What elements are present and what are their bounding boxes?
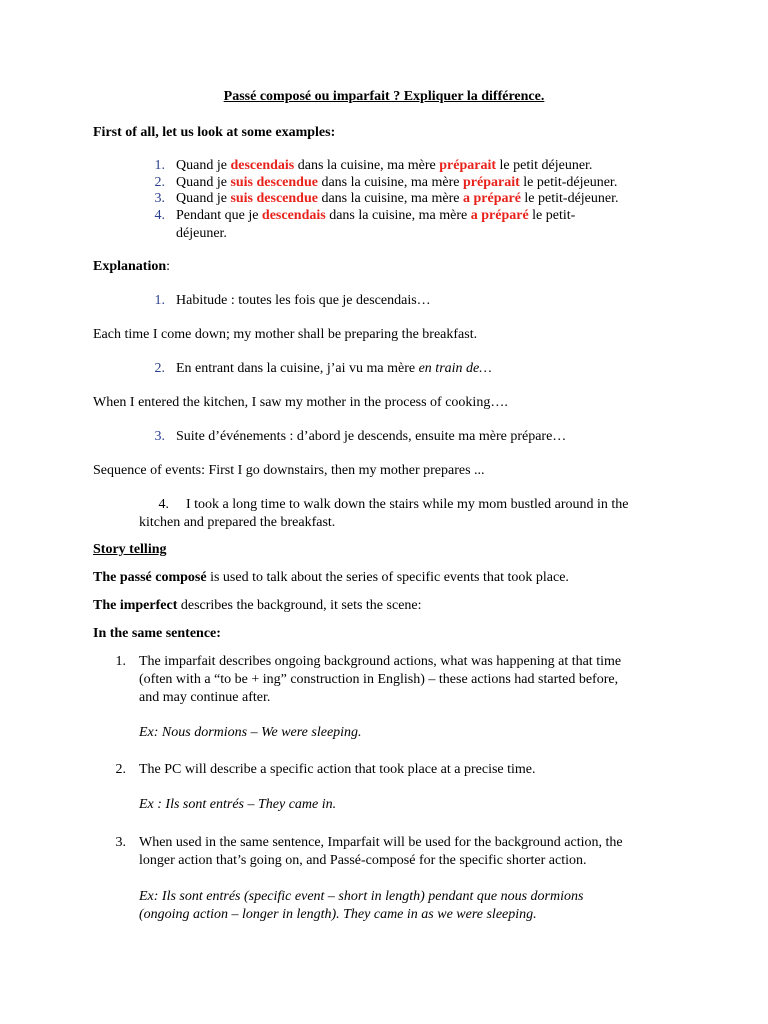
verb-highlight: a préparé — [470, 208, 529, 223]
explanation-english: Sequence of events: First I go downstairs, then my mother prepares ... — [93, 463, 485, 478]
example-text: dans la cuisine, ma mère — [325, 208, 471, 223]
rule-example: Ex: Ils sont entrés (specific event – short in length) pendant que nous dormions — [139, 889, 584, 904]
intro-heading: First of all, let us look at some examples: — [93, 125, 336, 140]
verb-highlight: descendais — [230, 158, 295, 173]
rule-text: When used in the same sentence, Imparfait will be used for the background action, the — [139, 835, 623, 850]
explanation-number: 1. — [154, 293, 165, 308]
rule-example: Ex : Ils sont entrés – They came in. — [139, 797, 337, 812]
explanation-colon: : — [166, 259, 171, 274]
example-number: 2. — [154, 175, 165, 190]
passe-compose-paragraph — [93, 569, 569, 586]
example-continuation: déjeuner. — [176, 226, 227, 241]
explanation-text: I took a long time to walk down the stairs while my mom bustled around in the — [186, 497, 629, 512]
rule-text: and may continue after. — [139, 690, 271, 705]
paragraph-bold: The passé composé — [93, 570, 207, 585]
example-text: le petit-déjeuner. — [519, 175, 618, 190]
explanation-english: When I entered the kitchen, I saw my mother in the process of cooking…. — [93, 395, 508, 410]
rule-number: 1. — [115, 654, 126, 669]
verb-highlight: a préparé — [462, 191, 521, 206]
explanation-french-italic: en train de… — [418, 361, 492, 376]
example-text: Quand je — [176, 191, 231, 206]
rule-example: Ex: Nous dormions – We were sleeping. — [139, 725, 362, 740]
story-heading: Story telling — [93, 542, 167, 557]
example-text: dans la cuisine, ma mère — [317, 175, 463, 190]
verb-highlight: préparait — [439, 158, 497, 173]
example-text: le petit-déjeuner. — [520, 191, 619, 206]
paragraph-bold: The imperfect — [93, 598, 178, 613]
explanation-french: Suite d’événements : d’abord je descends, ensuite ma mère prépare… — [176, 429, 567, 444]
example-text: dans la cuisine, ma mère — [317, 191, 463, 206]
same-sentence-heading: In the same sentence: — [93, 626, 221, 641]
example-number: 1. — [154, 158, 165, 173]
page-title: Passé composé ou imparfait ? Expliquer la différence. — [223, 89, 545, 104]
example-text: le petit- — [528, 208, 576, 223]
explanation-number: 3. — [154, 429, 165, 444]
explanation-text: kitchen and prepared the breakfast. — [139, 515, 336, 530]
example-text: Quand je — [176, 158, 231, 173]
rule-text: longer action that’s going on, and Passé-composé for the specific shorter action. — [139, 853, 587, 868]
example-text: Pendant que je — [176, 208, 262, 223]
example-text: le petit déjeuner. — [496, 158, 593, 173]
rule-number: 3. — [115, 835, 126, 850]
verb-highlight: suis descendue — [230, 175, 318, 190]
explanation-french: Habitude : toutes les fois que je descendais… — [176, 293, 431, 308]
rule-text: (often with a “to be + ing” construction in English) – these actions had started before, — [139, 672, 619, 687]
explanation-number: 2. — [154, 361, 165, 376]
verb-highlight: préparait — [462, 175, 520, 190]
example-number: 3. — [154, 191, 165, 206]
rule-text: The PC will describe a specific action that took place at a precise time. — [139, 762, 536, 777]
rule-number: 2. — [115, 762, 126, 777]
example-text: dans la cuisine, ma mère — [294, 158, 440, 173]
verb-highlight: descendais — [261, 208, 326, 223]
example-number: 4. — [154, 208, 165, 223]
verb-highlight: suis descendue — [230, 191, 318, 206]
explanation-label: Explanation — [93, 259, 167, 274]
explanation-number: 4. — [158, 497, 169, 512]
rule-text: The imparfait describes ongoing background actions, what was happening at that time — [139, 654, 622, 669]
imperfect-paragraph — [93, 597, 422, 614]
explanation-heading — [93, 258, 170, 275]
example-text: Quand je — [176, 175, 231, 190]
explanation-french: En entrant dans la cuisine, j’ai vu ma mère — [176, 361, 419, 376]
rule-example: (ongoing action – longer in length). They came in as we were sleeping. — [139, 907, 537, 922]
paragraph-text: describes the background, it sets the scene: — [177, 598, 422, 613]
explanation-english: Each time I come down; my mother shall be preparing the breakfast. — [93, 327, 478, 342]
paragraph-text: is used to talk about the series of specific events that took place. — [206, 570, 569, 585]
